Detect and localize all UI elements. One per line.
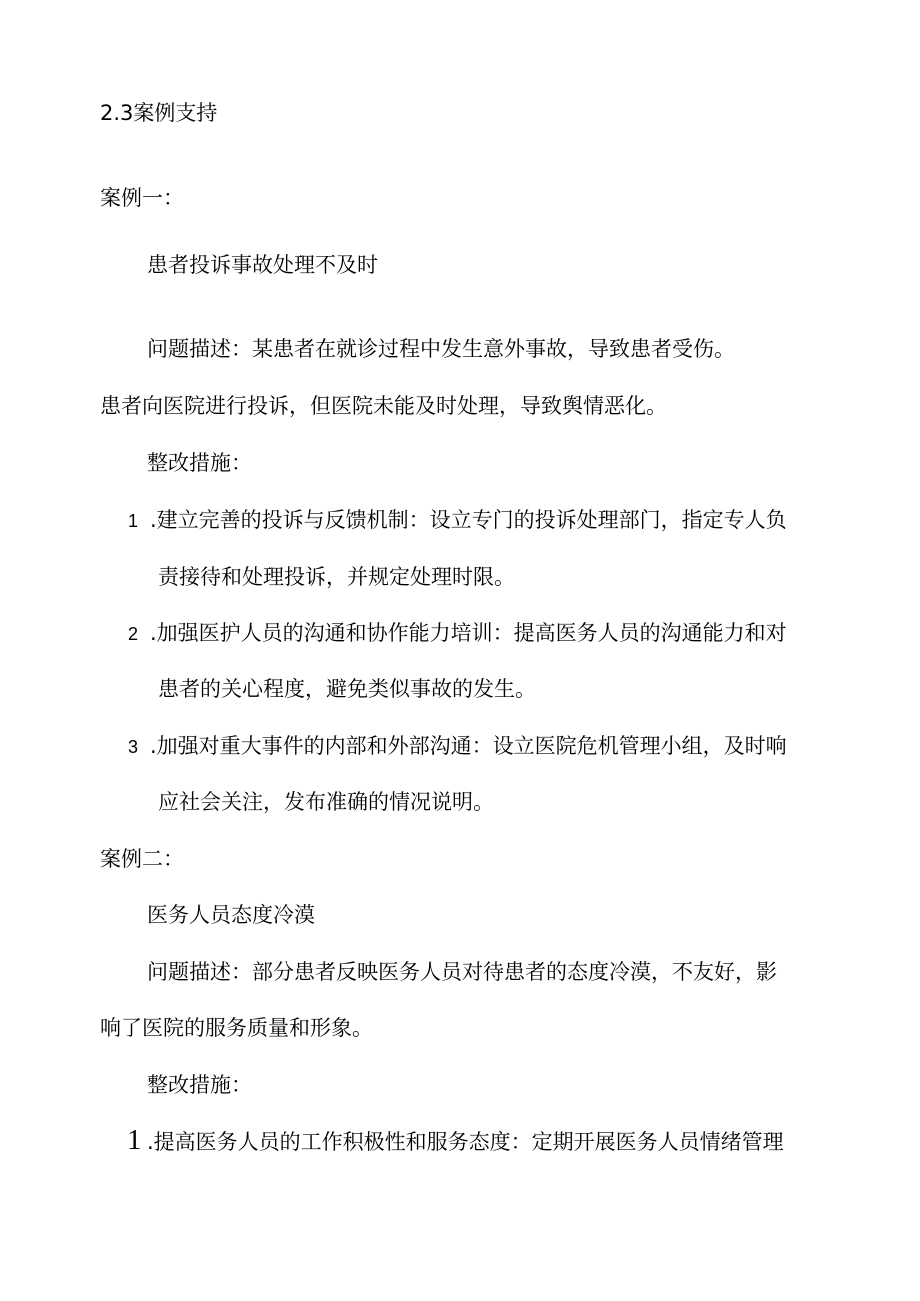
- case1-measure-2: [128, 623, 787, 644]
- case1-measure-3-cont: 应社会关注，发布准确的情况说明。: [158, 790, 494, 814]
- list-text: .加强对重大事件的内部和外部沟通：设立医院危机管理小组，及时响: [150, 734, 787, 758]
- case1-measure-1: [128, 510, 787, 531]
- case1-subtitle: 患者投诉事故处理不及时: [147, 253, 378, 277]
- case2-subtitle: 医务人员态度冷漠: [147, 903, 315, 927]
- case1-heading: 案例一：: [100, 186, 184, 210]
- case1-measure-3: [128, 736, 787, 757]
- case1-measure-1-cont: 责接待和处理投诉，并规定处理时限。: [158, 565, 515, 589]
- list-text: .加强医护人员的沟通和协作能力培训：提高医务人员的沟通能力和对: [150, 621, 787, 645]
- list-number: 3: [128, 737, 139, 757]
- section-title: 2.3案例支持: [100, 101, 218, 125]
- list-number: 2: [128, 624, 139, 644]
- case2-measure-1: [127, 1126, 784, 1155]
- list-number: 1: [127, 1124, 142, 1156]
- case1-problem-line1: 问题描述：某患者在就诊过程中发生意外事故，导致患者受伤。: [147, 337, 735, 361]
- case2-measures-label: 整改措施：: [147, 1073, 252, 1097]
- case1-measures-label: 整改措施：: [147, 451, 252, 475]
- case2-heading: 案例二：: [100, 847, 184, 871]
- case1-measure-2-cont: 患者的关心程度，避免类似事故的发生。: [158, 677, 536, 701]
- case2-problem-line1: 问题描述：部分患者反映医务人员对待患者的态度冷漠，不友好，影: [147, 960, 777, 984]
- list-text: .提高医务人员的工作积极性和服务态度：定期开展医务人员情绪管理: [147, 1130, 784, 1154]
- list-number: 1: [128, 511, 139, 531]
- case2-problem-line2: 响了医院的服务质量和形象。: [100, 1016, 373, 1040]
- case1-problem-line2: 患者向医院进行投诉，但医院未能及时处理，导致舆情恶化。: [100, 394, 667, 418]
- list-text: .建立完善的投诉与反馈机制：设立专门的投诉处理部门，指定专人负: [150, 508, 787, 532]
